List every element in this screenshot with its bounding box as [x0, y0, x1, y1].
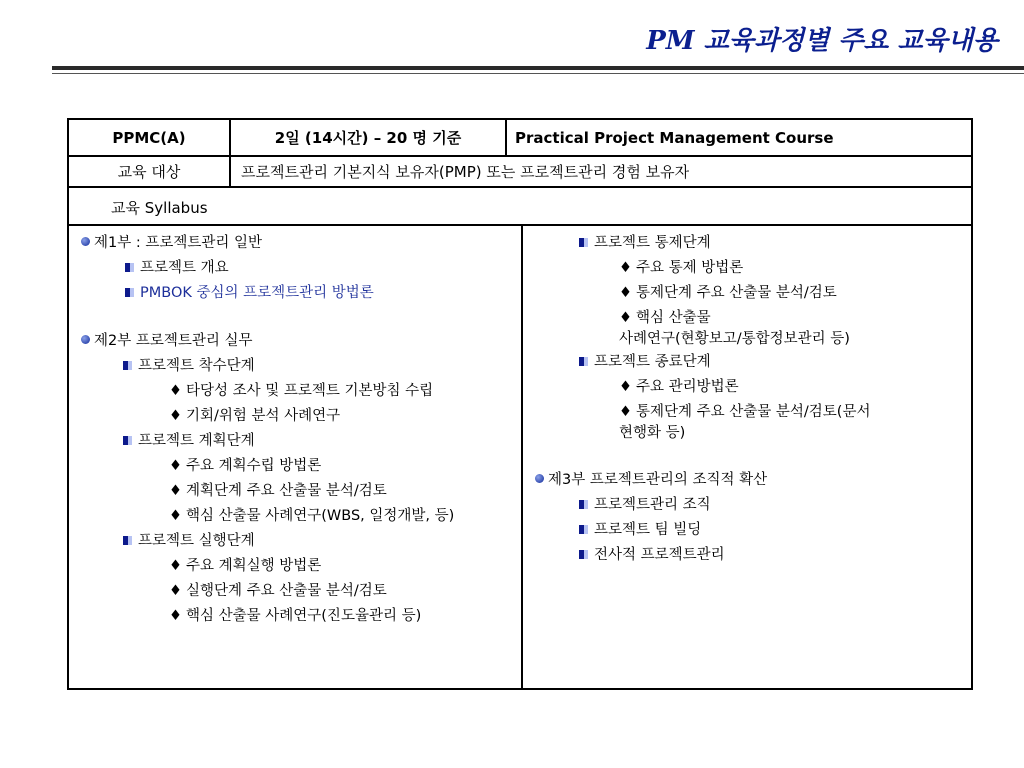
syllabus-label: 교육 Syllabus [111, 199, 208, 217]
section-item: 계획단계 주요 산출물 분석/검토 [186, 483, 387, 499]
section-item: 핵심 산출물 사례연구(WBS, 일정개발, 등) [186, 508, 455, 524]
course-duration: 2일 (14시간) – 20 명 기준 [231, 120, 507, 155]
title-rule-thick [52, 66, 1024, 70]
diamond-bullet-icon: ♦ [169, 458, 182, 474]
section-title: 프로젝트 통제단계 [594, 235, 711, 251]
target-label: 교육 대상 [69, 157, 231, 186]
diamond-bullet-icon: ♦ [169, 383, 182, 399]
list-item [619, 378, 739, 396]
square-bullet-icon [123, 536, 132, 545]
bullet-dot-icon [81, 237, 90, 246]
list-item [169, 607, 421, 625]
part1-heading: 제1부 : 프로젝트관리 일반 [94, 235, 263, 251]
square-bullet-icon [579, 238, 588, 247]
list-item [169, 582, 387, 600]
list-item [579, 496, 711, 514]
section-item: 타당성 조사 및 프로젝트 기본방침 수립 [186, 383, 434, 399]
syllabus-left-column [69, 226, 523, 688]
list-item [81, 234, 262, 252]
bullet-dot-icon [535, 474, 544, 483]
part3-item: 프로젝트 팀 빌딩 [594, 522, 702, 538]
section-title: 프로젝트 실행단계 [138, 533, 255, 549]
square-bullet-icon [579, 550, 588, 559]
page-title: PM 교육과정별 주요 교육내용 [646, 26, 998, 56]
section-title: 프로젝트 착수단계 [138, 358, 255, 374]
section-item: 핵심 산출물 사례연구(진도율관리 등) [186, 608, 422, 624]
section-item: 주요 계획수립 방법론 [186, 458, 322, 474]
square-bullet-icon [125, 288, 134, 297]
course-header-row [69, 120, 971, 157]
list-item [619, 259, 743, 277]
square-bullet-icon [125, 263, 134, 272]
square-bullet-icon [123, 436, 132, 445]
part3-heading: 제3부 프로젝트관리의 조직적 확산 [548, 472, 768, 488]
list-item [123, 432, 255, 450]
diamond-bullet-icon: ♦ [169, 508, 182, 524]
list-item [579, 234, 711, 252]
section-item: 통제단계 주요 산출물 분석/검토(문서 [636, 404, 871, 420]
bullet-dot-icon [81, 335, 90, 344]
list-item [123, 532, 255, 550]
part2-heading: 제2부 프로젝트관리 실무 [94, 333, 253, 349]
list-item [125, 259, 229, 277]
diamond-bullet-icon: ♦ [619, 310, 632, 326]
list-item [169, 457, 321, 475]
diamond-bullet-icon: ♦ [619, 285, 632, 301]
section-title: 프로젝트 종료단계 [594, 354, 711, 370]
list-item [619, 284, 837, 302]
section-item: 주요 계획실행 방법론 [186, 558, 322, 574]
square-bullet-icon [579, 357, 588, 366]
list-item [123, 357, 255, 375]
part1-item: 프로젝트 개요 [140, 260, 229, 276]
list-item [169, 407, 340, 425]
part1-item: PMBOK 중심의 프로젝트관리 방법론 [140, 285, 374, 301]
part3-item: 프로젝트관리 조직 [594, 497, 711, 513]
list-item [81, 332, 253, 350]
list-item [579, 521, 701, 539]
syllabus-row [69, 188, 971, 226]
list-item [579, 353, 711, 371]
diamond-bullet-icon: ♦ [169, 583, 182, 599]
list-item-continuation: 현행화 등) [619, 425, 686, 441]
section-item: 주요 통제 방법론 [636, 260, 744, 276]
square-bullet-icon [123, 361, 132, 370]
title-rule-thin [52, 73, 1024, 74]
section-title: 프로젝트 계획단계 [138, 433, 255, 449]
diamond-bullet-icon: ♦ [169, 483, 182, 499]
square-bullet-icon [579, 500, 588, 509]
list-item [535, 471, 767, 489]
list-item [169, 382, 433, 400]
course-table [67, 118, 973, 690]
list-item [125, 284, 374, 302]
list-item-continuation: 사례연구(현황보고/통합정보관리 등) [619, 331, 850, 347]
target-row [69, 157, 971, 188]
section-item: 주요 관리방법론 [636, 379, 739, 395]
section-item: 실행단계 주요 산출물 분석/검토 [186, 583, 387, 599]
diamond-bullet-icon: ♦ [169, 608, 182, 624]
target-value: 프로젝트관리 기본지식 보유자(PMP) 또는 프로젝트관리 경험 보유자 [241, 163, 690, 181]
list-item [169, 557, 321, 575]
section-item: 기회/위험 분석 사례연구 [186, 408, 341, 424]
diamond-bullet-icon: ♦ [169, 558, 182, 574]
list-item [579, 546, 725, 564]
list-item [619, 309, 711, 327]
diamond-bullet-icon: ♦ [619, 404, 632, 420]
section-item: 통제단계 주요 산출물 분석/검토 [636, 285, 837, 301]
list-item [619, 403, 870, 421]
diamond-bullet-icon: ♦ [619, 260, 632, 276]
course-code: PPMC(A) [69, 120, 231, 155]
square-bullet-icon [579, 525, 588, 534]
part3-item: 전사적 프로젝트관리 [594, 547, 725, 563]
list-item [169, 482, 387, 500]
section-item: 핵심 산출물 [636, 310, 711, 326]
course-name: Practical Project Management Course [515, 128, 834, 147]
diamond-bullet-icon: ♦ [169, 408, 182, 424]
diamond-bullet-icon: ♦ [619, 379, 632, 395]
list-item [169, 507, 454, 525]
syllabus-right-column [523, 226, 971, 688]
